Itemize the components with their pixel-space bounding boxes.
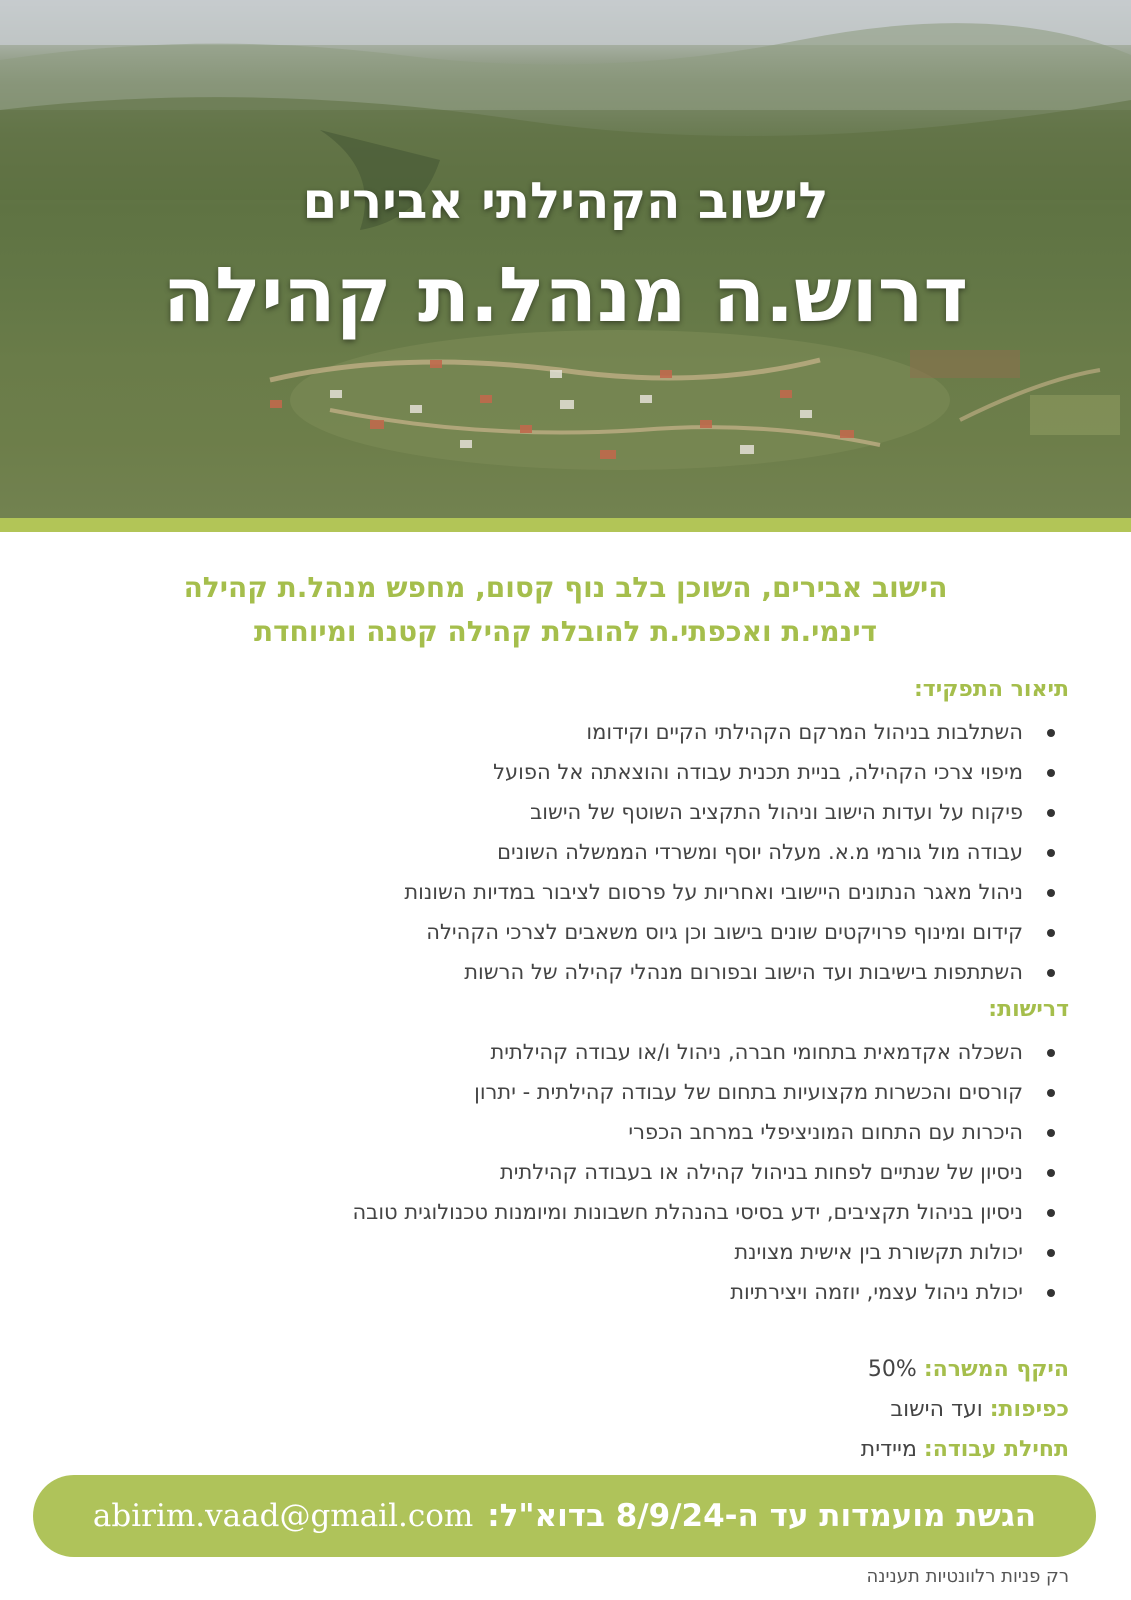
role-heading: תיאור התפקיד:	[914, 677, 1069, 702]
requirements-heading: דרישות:	[988, 997, 1069, 1022]
role-item: מיפוי צרכי הקהילה, בניית תכנית עבודה והוצאתה אל הפועל	[404, 752, 1059, 792]
requirements-list	[352, 1032, 1059, 1312]
job-scope	[868, 1350, 1069, 1390]
role-item: השתתפות בישיבות ועד הישוב ובפורום מנהלי קהילה של הרשות	[404, 952, 1059, 992]
requirement-item: השכלה אקדמאית בתחומי חברה, ניהול ו/או עבודה קהילתית	[352, 1032, 1059, 1072]
role-item: השתלבות בניהול המרקם הקהילתי הקיים וקידומו	[404, 712, 1059, 752]
job-scope-label: היקף המשרה:	[923, 1357, 1069, 1382]
intro-text	[0, 566, 1131, 654]
application-banner	[33, 1475, 1096, 1557]
requirement-item: יכולות תקשורת בין אישית מצוינת	[352, 1232, 1059, 1272]
reports-to	[890, 1390, 1069, 1430]
accent-divider	[0, 518, 1131, 532]
hero-title: דרוש.ה מנהל.ת קהילה	[162, 250, 969, 339]
role-item: ניהול מאגר הנתונים היישובי ואחריות על פרסום לציבור במדיות השונות	[404, 872, 1059, 912]
contact-email-link[interactable]: abirim.vaad@gmail.com	[92, 1498, 474, 1534]
start-date-value: מיידית	[860, 1437, 917, 1462]
role-item: קידום ומינוף פרויקטים שונים בישוב וכן גיוס משאבים לצרכי הקהילה	[404, 912, 1059, 952]
intro-line-1: הישוב אבירים, השוכן בלב נוף קסום, מחפש מנהל.ת קהילה	[183, 571, 948, 604]
intro-line-2: דינמי.ת ואכפתי.ת להובלת קהילה קטנה ומיוחדת	[253, 615, 878, 648]
hero-landscape-photo	[0, 0, 1131, 518]
role-item: עבודה מול גורמי מ.א. מעלה יוסף ומשרדי הממשלה השונים	[404, 832, 1059, 872]
start-date	[861, 1430, 1069, 1470]
role-list	[404, 712, 1059, 992]
start-date-label: תחילת עבודה:	[923, 1437, 1069, 1462]
application-deadline-text: הגשת מועמדות עד ה-8/9/24 בדוא"ל:	[487, 1498, 1037, 1534]
hero-subtitle: לישוב הקהילתי אבירים	[302, 172, 829, 230]
requirement-item: קורסים והכשרות מקצועיות בתחום של עבודה קהילתית - יתרון	[352, 1072, 1059, 1112]
requirement-item: ניסיון של שנתיים לפחות בניהול קהילה או בעבודה קהילתית	[352, 1152, 1059, 1192]
job-scope-value: 50%	[867, 1357, 917, 1382]
requirement-item: ניסיון בניהול תקציבים, ידע בסיסי בהנהלת חשבונות ומיומנות טכנולוגית טובה	[352, 1192, 1059, 1232]
requirement-item: היכרות עם התחום המוניציפלי במרחב הכפרי	[352, 1112, 1059, 1152]
role-item: פיקוח על ועדות הישוב וניהול התקציב השוטף של הישוב	[404, 792, 1059, 832]
reports-to-label: כפיפות:	[989, 1397, 1069, 1422]
requirement-item: יכולת ניהול עצמי, יוזמה ויצירתיות	[352, 1272, 1059, 1312]
reports-to-value: ועד הישוב	[890, 1397, 983, 1422]
footnote: רק פניות רלוונטיות תענינה	[866, 1566, 1069, 1587]
